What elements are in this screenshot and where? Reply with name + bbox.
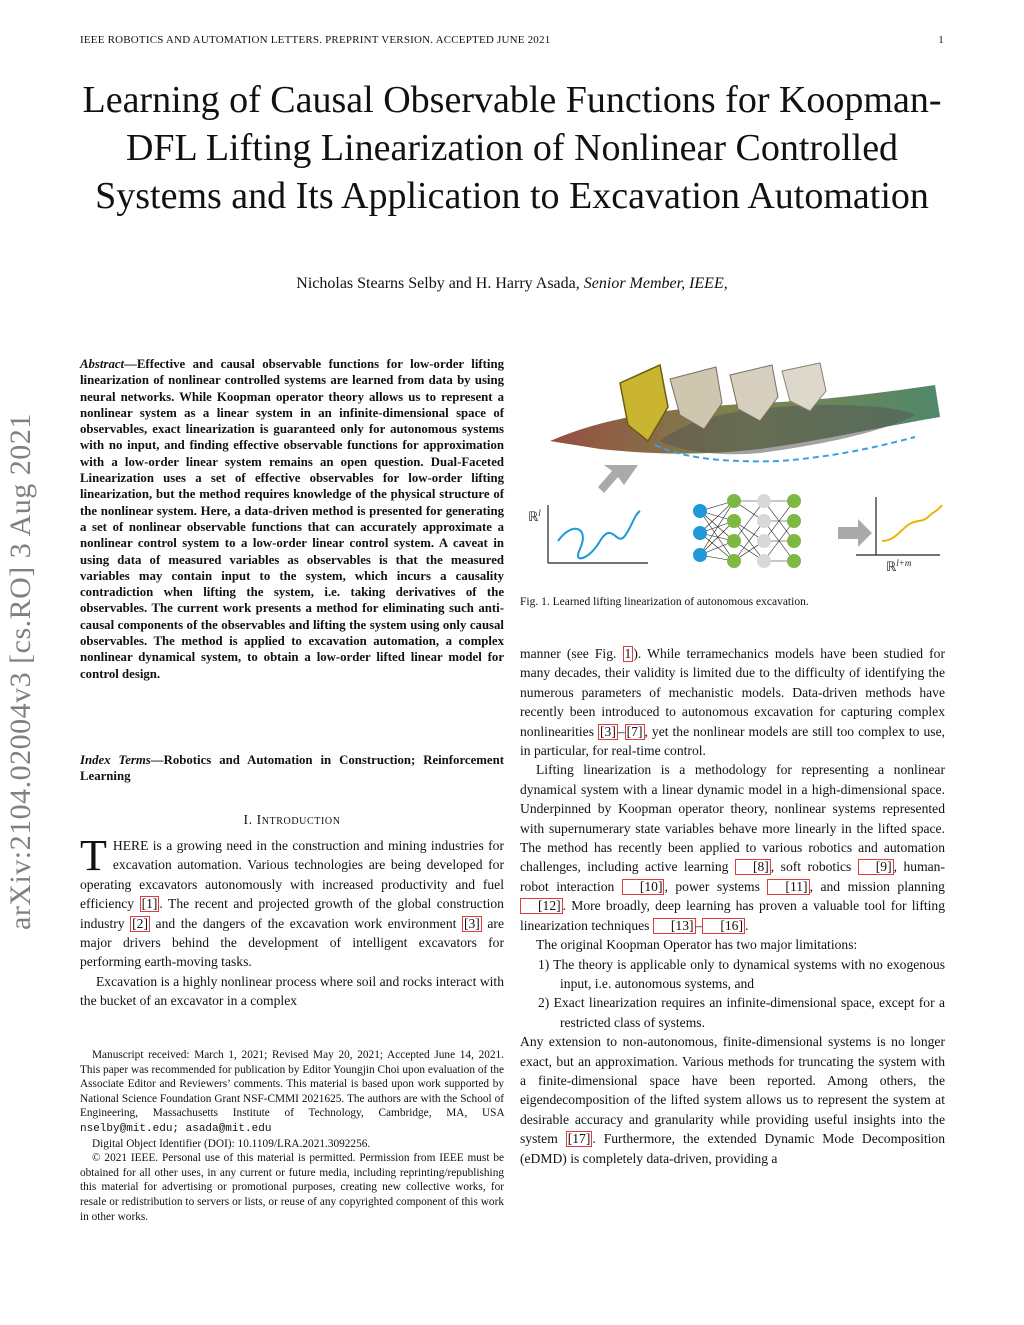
citation-link[interactable]: [7] — [626, 723, 643, 739]
neural-network — [700, 501, 794, 561]
section-title: Introduction — [256, 812, 341, 827]
right-text: Any extension to non-autonomous, finite-dimensional systems is no longer exact, but an approximation. Various methods for truncating the system with a finite-dimensional space have been reported. Among others, the eigendecomposition of the lifted system allows us to represent the system at desirable accuracy and granularity while providing useful insights into the system — [520, 1034, 945, 1147]
left-plot-label: ℝ$^l$ — [528, 508, 541, 524]
intro-paragraph-2: Excavation is a highly nonlinear process where soil and rocks interact with the bucket of an excavator in a complex — [80, 973, 504, 1009]
right-text: Lifting linearization is a methodology for representing a nonlinear dynamical system with a linear dynamic model in a high-dimensional space. Underpinned by Koopman operator theory, nonlinear systems represented with supernumerary state variables behave more linearly in the lifted space. The method has recently been applied to various robotics and automation challenges, including active learning — [520, 762, 945, 875]
figure-link[interactable]: 1 — [624, 646, 632, 661]
author-affiliation: Senior Member, IEEE, — [583, 275, 728, 292]
arxiv-stamp: arXiv:2104.02004v3 [cs.RO] 3 Aug 2021 — [4, 413, 37, 930]
footnote — [80, 1048, 504, 1224]
input-node — [693, 548, 707, 562]
citation-link[interactable]: [2] — [132, 915, 148, 931]
footnote-doi: Digital Object Identifier (DOI): 10.1109/LRA.2021.3092256. — [92, 1137, 371, 1150]
right-paragraph-2 — [520, 760, 945, 935]
citation-link[interactable]: [17] — [567, 1131, 591, 1147]
author-names: Nicholas Stearns Selby and H. Harry Asada, — [296, 275, 580, 292]
right-column — [520, 644, 945, 1168]
intro-text-d: are major drivers behind the development of intelligent excavators for performing earth-moving tasks. — [80, 915, 504, 970]
right-text: . More broadly, deep learning has proven a valuable tool for lifting linearization techniques — [520, 898, 945, 933]
hidden-node — [757, 514, 771, 528]
intro-paragraph-1 — [80, 831, 504, 972]
figure-caption: Fig. 1. Learned lifting linearization of autonomous excavation. — [520, 596, 809, 608]
index-terms-label: Index Terms — [80, 753, 151, 767]
section-numeral: I. — [243, 812, 253, 827]
output-node — [787, 514, 801, 528]
index-terms — [80, 752, 504, 785]
figure-1 — [520, 345, 950, 580]
hidden-node — [727, 494, 741, 508]
right-paragraph-4 — [520, 1032, 945, 1168]
right-text: , soft robotics — [770, 859, 858, 875]
index-terms-text: —Robotics and Automation in Construction; Reinforcement Learning — [80, 753, 504, 784]
right-text: , human-robot interaction — [520, 859, 946, 894]
hidden-node — [757, 554, 771, 568]
right-paragraph-1 — [520, 644, 945, 760]
right-text: , power systems — [664, 878, 768, 894]
citation-link[interactable]: [8] — [735, 859, 771, 875]
output-node — [787, 494, 801, 508]
intro-text — [80, 831, 504, 1011]
citation-link[interactable]: [1] — [141, 896, 158, 912]
footnote-copyright: © 2021 IEEE. Personal use of this material is permitted. Permission from IEEE must be obtained for all other uses, in any current or future media, including reprinting/republishing this material for advertising or promotional purposes, creating new collective works, for resale or redistribution to servers or lists, or reuse of any copyrighted component of this work in other works. — [80, 1152, 504, 1223]
output-node — [787, 554, 801, 568]
citation-link[interactable]: [3] — [600, 723, 616, 739]
citation-link[interactable]: [3] — [463, 915, 480, 931]
citation-link[interactable]: [13] — [653, 918, 696, 934]
authors — [70, 275, 954, 293]
right-text: . — [744, 917, 749, 933]
running-head — [80, 34, 944, 46]
output-node — [787, 534, 801, 548]
abstract-label: Abstract — [80, 357, 125, 371]
paper-title: Learning of Causal Observable Functions for Koopman-DFL Lifting Linearization of Nonlinear Controlled Systems and Its Application to Excavation Automation — [82, 79, 942, 217]
hidden-node — [727, 554, 741, 568]
right-text: . Furthermore, the extended Dynamic Mode Decomposition (eDMD) is completely data-driven, providing a — [520, 1131, 945, 1166]
intro-text-b: . The recent and projected growth of the global construction industry — [80, 896, 504, 931]
hidden-node — [727, 534, 741, 548]
left-plot-trajectory — [558, 511, 640, 558]
intro-first-word: HERE — [112, 838, 149, 853]
citation-link[interactable]: [10] — [622, 879, 665, 895]
section-heading — [80, 812, 504, 828]
arrow-right — [838, 519, 872, 547]
right-plot-trajectory — [882, 505, 942, 541]
intro-text-a: is a growing need in the construction and mining industries for excavation automation. Various technologies are being developed for operating excavators autonomously with increased productivity and fuel efficiency — [80, 838, 504, 912]
citation-link[interactable]: [16] — [702, 918, 745, 934]
footnote-manuscript-text: Manuscript received: March 1, 2021; Revised May 20, 2021; Accepted June 14, 2021. This paper was recommended for publication by Editor Youngjin Choi upon evaluation of the Associate Editor and Reviewers’ comments. This material is based upon work supported by National Science Foundation Grant NSF-CMMI 2021625. The authors are with the School of Engineering, Massachusetts Institute of Technology, Cambridge, MA, USA — [80, 1049, 504, 1120]
citation-link[interactable]: [12] — [520, 898, 563, 914]
page-number: 1 — [938, 34, 944, 46]
running-head-text: IEEE ROBOTICS AND AUTOMATION LETTERS. PREPRINT VERSION. ACCEPTED JUNE 2021 — [80, 34, 551, 46]
hidden-node — [757, 534, 771, 548]
footnote-manuscript — [80, 1048, 504, 1137]
hidden-node — [757, 494, 771, 508]
arrow-down-left — [598, 465, 638, 493]
dropcap: T — [80, 831, 107, 880]
range-dash: – — [695, 917, 703, 933]
right-text: , and mission planning — [809, 878, 945, 894]
hidden-node — [727, 514, 741, 528]
range-dash: – — [617, 723, 625, 739]
intro-text-c: and the dangers of the excavation work environment — [149, 915, 462, 931]
citation-link[interactable]: [9] — [858, 859, 894, 875]
footnote-emails: nselby@mit.edu; asada@mit.edu — [80, 1122, 272, 1135]
right-plot-label: ℝ$^{l+m}$ — [886, 558, 912, 574]
right-paragraph-3: The original Koopman Operator has two major limitations: — [536, 937, 858, 953]
figure-1-graphic — [520, 345, 950, 580]
list-item-1: 1) The theory is applicable only to dynamical systems with no exogenous input, i.e. autonomous systems, and — [538, 956, 945, 991]
abstract-text: —Effective and causal observable functions for low-order lifting linearization of nonlinear controlled systems are learned from data by using neural networks. While Koopman operator theory allows us to represent a nonlinear system as a linear system in an infinite-dimensional space of observables, exact linearization is guaranteed only for autonomous systems with no input, and finding effective observable functions for approximation with a low-order linear system remains an open question. Dual-Faceted Linearization uses a set of effective observables for low-order lifting linearization, but the method requires knowledge of the physical structure of the nonlinear system. Here, a data-driven method is presented for generating a set of nonlinear observable functions that can accurately approximate a nonlinear control system to a low-order linear control system. A caveat in using data of measured variables as observables is that the measured variables may contain input to the system, which incurs a causality contradiction when lifting the system, i.e. taking derivatives of the observables. The current work presents a method for eliminating such anti-causal components of the observables and lifting the system using only causal observables. The method is applied to excavation automation, a complex nonlinear dynamical system, to obtain a low-order lifted linear model for control design. — [80, 357, 504, 681]
input-node — [693, 504, 707, 518]
list-item-2: 2) Exact linearization requires an infinite-dimensional space, except for a restricted class of systems. — [538, 995, 945, 1030]
right-text: manner (see Fig. — [520, 646, 623, 661]
right-text: ). While terramechanics models have been studied for many decades, their validity is limited due to the difficulty of identifying the numerous parameters of mechanistic models. Data-driven methods have recently been introduced to autonomous excavation for capturing complex nonlinearities — [520, 646, 945, 739]
citation-link[interactable]: [11] — [767, 879, 809, 895]
right-text: , yet the nonlinear models are still too complex to use, in particular, for real-time control. — [520, 723, 946, 759]
abstract — [80, 356, 504, 682]
input-node — [693, 526, 707, 540]
